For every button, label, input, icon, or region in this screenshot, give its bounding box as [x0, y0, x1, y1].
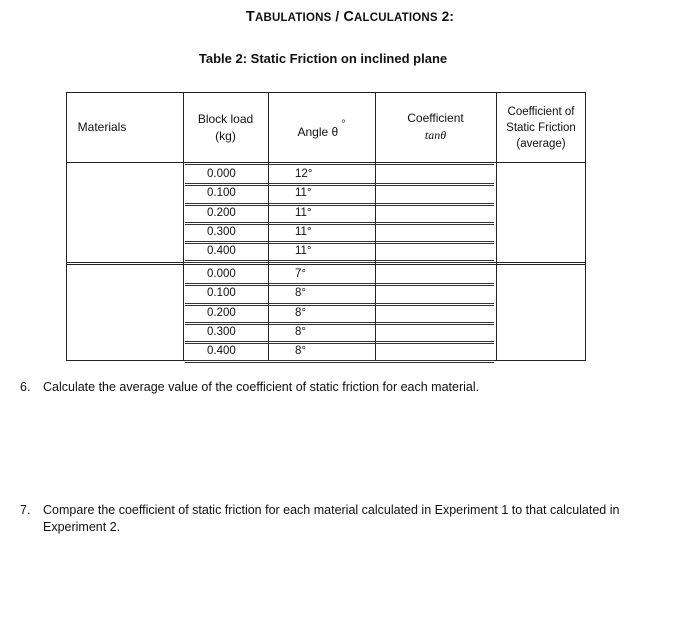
heading-abulations: ABULATIONS	[254, 12, 332, 24]
cell-block-load: 0.000	[207, 268, 236, 280]
cell-block-load: 0.300	[207, 325, 236, 338]
cell-angle: 12°	[295, 168, 313, 180]
header-average-line3: (average)	[516, 138, 566, 150]
section-heading	[0, 9, 700, 25]
cell-angle: 11°	[295, 225, 312, 238]
cell-angle: 8°	[295, 345, 306, 358]
header-materials	[66, 119, 138, 136]
cell-coefficient-blank	[377, 265, 494, 281]
cell-block-load: 0.200	[207, 206, 236, 219]
cell-angle: 8°	[295, 287, 306, 300]
friction-table	[66, 92, 586, 361]
row-rule	[185, 360, 494, 363]
cell-block-load: 0.400	[207, 245, 236, 258]
header-angle-degree: °	[341, 119, 346, 130]
question-6-number: 6.	[20, 380, 31, 394]
heading-c: C	[343, 9, 354, 25]
cell-coefficient-blank	[377, 223, 494, 239]
cell-angle: 8°	[295, 325, 306, 338]
header-rule	[66, 162, 586, 163]
question-6	[20, 379, 680, 399]
header-coefficient-line2: tanθ	[424, 128, 447, 142]
heading-t: T	[245, 9, 255, 25]
cell-coefficient-blank	[377, 323, 494, 339]
cell-block-load: 0.000	[207, 168, 236, 180]
cell-angle: 11°	[295, 187, 312, 200]
cell-coefficient-blank	[377, 304, 494, 320]
table-caption: Table 2: Static Friction on inclined plane	[198, 51, 448, 66]
question-7-text-line1: Compare the coefficient of static friction for each material calculated in Experiment 1 to that calculated in	[43, 503, 620, 517]
header-block-load-line2: (kg)	[215, 129, 236, 143]
cell-angle: 11°	[295, 245, 312, 258]
cell-block-load: 0.100	[207, 287, 236, 300]
header-block-load	[183, 111, 268, 145]
cell-block-load: 0.400	[207, 345, 236, 358]
cell-coefficient-blank	[377, 204, 494, 220]
header-average-line1: Coefficient of	[507, 106, 575, 118]
row-rule	[185, 260, 494, 263]
cell-block-load: 0.200	[207, 306, 236, 319]
header-angle	[268, 120, 375, 141]
cell-angle: 7°	[295, 268, 306, 280]
header-coefficient	[375, 110, 496, 144]
heading-number: 2:	[437, 9, 455, 24]
header-coefficient-line1: Coefficient	[407, 111, 464, 125]
question-7	[20, 502, 690, 542]
header-angle-text: Angle θ	[297, 125, 339, 139]
cell-angle: 11°	[295, 206, 312, 219]
cell-coefficient-blank	[377, 184, 494, 200]
cell-coefficient-blank	[377, 165, 494, 181]
header-average	[496, 104, 586, 152]
cell-coefficient-blank	[377, 342, 494, 358]
heading-slash: /	[331, 9, 344, 24]
cell-coefficient-blank	[377, 242, 494, 258]
cell-angle: 8°	[295, 306, 306, 319]
header-materials-text: Materials	[77, 120, 127, 134]
header-average-line2: Static Friction	[506, 122, 576, 134]
cell-coefficient-blank	[377, 284, 494, 300]
question-7-number: 7.	[20, 503, 31, 517]
header-block-load-line1: Block load	[197, 112, 254, 126]
question-7-text-line2: Experiment 2.	[43, 520, 121, 534]
question-6-text: Calculate the average value of the coefficient of static friction for each material.	[43, 380, 480, 394]
cell-block-load: 0.100	[207, 187, 236, 200]
heading-alculations: ALCULATIONS	[354, 12, 438, 24]
cell-block-load: 0.300	[207, 225, 236, 238]
